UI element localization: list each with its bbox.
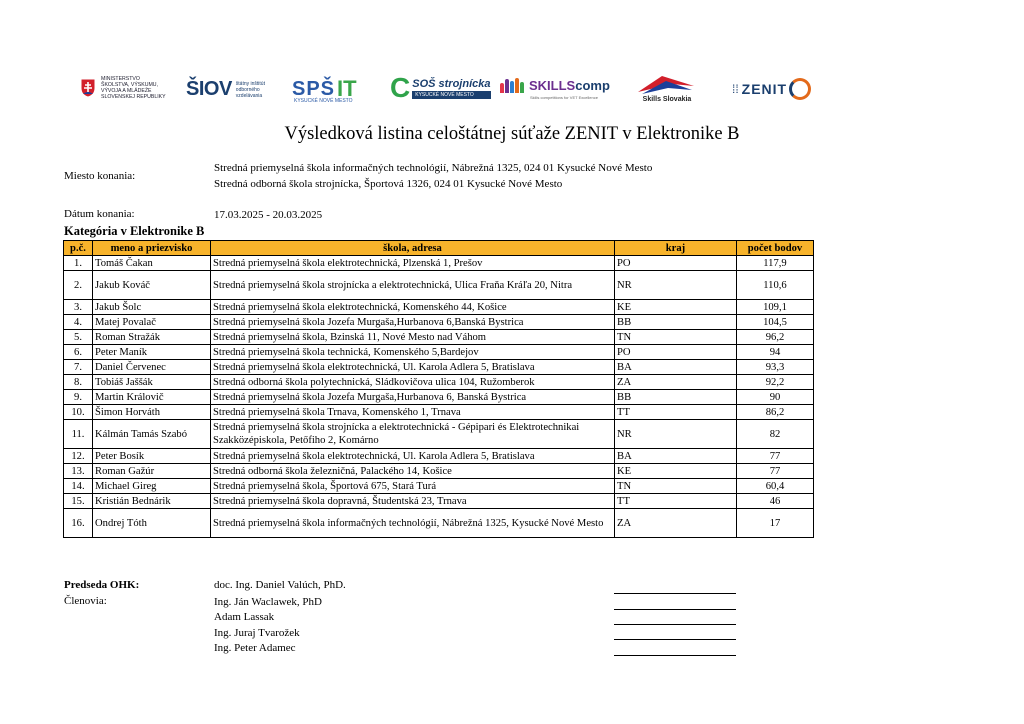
- ministry-line-4: SLOVENSKEJ REPUBLIKY: [101, 94, 166, 100]
- table-row: [64, 449, 814, 464]
- zenit-word: ZENIT: [741, 81, 788, 97]
- cell-region: NR: [615, 420, 737, 449]
- cell-points: 96,2: [737, 330, 814, 345]
- date-label: Dátum konania:: [64, 208, 135, 220]
- comp-word: comp: [575, 78, 610, 93]
- date-value: 17.03.2025 - 20.03.2025: [214, 209, 323, 221]
- members-label: Členovia:: [64, 595, 107, 607]
- sos-c-mark: C: [390, 72, 411, 103]
- cell-points: 92,2: [737, 375, 814, 390]
- header-school: škola, adresa: [211, 241, 615, 256]
- header-region: kraj: [615, 241, 737, 256]
- signature-line: [614, 593, 736, 594]
- cell-region: TN: [615, 330, 737, 345]
- cell-region: PO: [615, 345, 737, 360]
- skills-slovakia-flag-icon: [632, 72, 702, 96]
- circuit-dots-icon: ⁞⁞: [732, 82, 739, 96]
- table-row: [64, 330, 814, 345]
- cell-name: Peter Maník: [93, 345, 211, 360]
- table-row: [64, 509, 814, 538]
- cell-name: Martin Královič: [93, 390, 211, 405]
- logos-strip: [76, 72, 836, 112]
- cell-name: Jakub Kováč: [93, 271, 211, 300]
- ministry-line-2: ŠKOLSTVA, VÝSKUMU,: [101, 82, 158, 88]
- table-row: [64, 271, 814, 300]
- cell-name: Kristián Bednárik: [93, 494, 211, 509]
- slovak-crest-icon: [80, 78, 96, 98]
- cell-points: 104,5: [737, 315, 814, 330]
- table-row: [64, 405, 814, 420]
- cell-region: TT: [615, 405, 737, 420]
- cell-school: Stredná priemyselná škola informačných technológií, Nábrežná 1325, Kysucké Nové Mesto: [211, 509, 615, 538]
- cell-school: Stredná priemyselná škola elektrotechnická, Ul. Karola Adlera 5, Bratislava: [211, 360, 615, 375]
- cell-rank: 7.: [64, 360, 93, 375]
- table-row: [64, 360, 814, 375]
- signature-line: [614, 655, 736, 656]
- category-heading: Kategória v Elektronike B: [64, 224, 205, 238]
- cell-school: Stredná priemyselná škola, Športová 675, Stará Turá: [211, 479, 615, 494]
- cell-school: Stredná odborná škola železničná, Palackého 14, Košice: [211, 464, 615, 479]
- cell-school: Stredná priemyselná škola Trnava, Komenského 1, Trnava: [211, 405, 615, 420]
- it-mark: IT: [337, 76, 357, 101]
- cell-points: 117,9: [737, 256, 814, 271]
- cell-region: PO: [615, 256, 737, 271]
- table-row: [64, 375, 814, 390]
- siov-small-2: odborného: [235, 86, 260, 93]
- cell-region: BB: [615, 315, 737, 330]
- cell-region: ZA: [615, 375, 737, 390]
- people-icon: [500, 78, 525, 93]
- cell-name: Tomáš Čakan: [93, 256, 211, 271]
- sos-subtitle: KYSUCKÉ NOVÉ MESTO: [412, 91, 490, 99]
- results-table: [63, 240, 814, 538]
- cell-region: BA: [615, 449, 737, 464]
- chair-label: Predseda OHK:: [64, 579, 140, 591]
- table-row: [64, 300, 814, 315]
- cell-points: 17: [737, 509, 814, 538]
- cell-school: Stredná priemyselná škola strojnícka a elektrotechnická - Gépipari és Elektrotechnikai Szakközépiskola, Petőfiho 2, Komárno: [211, 420, 615, 449]
- cell-school: Stredná priemyselná škola elektrotechnická, Plzenská 1, Prešov: [211, 256, 615, 271]
- cell-school: Stredná priemyselná škola elektrotechnická, Ul. Karola Adlera 5, Bratislava: [211, 449, 615, 464]
- table-row: [64, 494, 814, 509]
- cell-school: Stredná odborná škola polytechnická, Sládkovičova ulica 104, Ružomberok: [211, 375, 615, 390]
- cell-region: KE: [615, 300, 737, 315]
- cell-rank: 2.: [64, 271, 93, 300]
- cell-region: BA: [615, 360, 737, 375]
- cell-region: ZA: [615, 509, 737, 538]
- cell-points: 82: [737, 420, 814, 449]
- table-row: [64, 345, 814, 360]
- sos-strojnicka-logo: [390, 74, 491, 102]
- cell-school: Stredná priemyselná škola dopravná, Študentská 23, Trnava: [211, 494, 615, 509]
- cell-region: TT: [615, 494, 737, 509]
- cell-name: Ondrej Tóth: [93, 509, 211, 538]
- cell-rank: 16.: [64, 509, 93, 538]
- signature-line: [614, 624, 736, 625]
- cell-school: Stredná priemyselná škola elektrotechnická, Komenského 44, Košice: [211, 300, 615, 315]
- header-rank: p.č.: [64, 241, 93, 256]
- page-title: Výsledková listina celoštátnej súťaže ZENIT v Elektronike B: [284, 124, 740, 144]
- cell-rank: 8.: [64, 375, 93, 390]
- zenit-logo: [732, 78, 811, 100]
- cell-name: Daniel Červenec: [93, 360, 211, 375]
- cell-region: NR: [615, 271, 737, 300]
- venue-label: Miesto konania:: [64, 170, 136, 182]
- venue-line-2: Stredná odborná škola strojnícka, Športová 1326, 024 01 Kysucké Nové Mesto: [214, 178, 563, 190]
- cell-rank: 9.: [64, 390, 93, 405]
- cell-points: 46: [737, 494, 814, 509]
- cell-name: Jakub Šolc: [93, 300, 211, 315]
- cell-name: Michael Gireg: [93, 479, 211, 494]
- skillscomp-logo: [500, 78, 610, 100]
- cell-points: 90: [737, 390, 814, 405]
- cell-points: 109,1: [737, 300, 814, 315]
- cell-school: Stredná priemyselná škola Jozefa Murgaša,Hurbanova 6, Banská Bystrica: [211, 390, 615, 405]
- cell-points: 60,4: [737, 479, 814, 494]
- chair-name: doc. Ing. Daniel Valúch, PhD.: [214, 579, 346, 591]
- table-row: [64, 420, 814, 449]
- cell-points: 94: [737, 345, 814, 360]
- zenit-ring-icon: [789, 78, 811, 100]
- skills-word: SKILLS: [529, 78, 576, 93]
- cell-school: Stredná priemyselná škola, Bzinská 11, Nové Mesto nad Váhom: [211, 330, 615, 345]
- table-row: [64, 390, 814, 405]
- member-1: Ing. Ján Waclawek, PhD: [214, 596, 322, 608]
- table-header-row: [64, 241, 814, 256]
- cell-rank: 12.: [64, 449, 93, 464]
- sos-title: SOŠ strojnícka: [412, 77, 491, 90]
- sps-it-logo: [292, 76, 357, 102]
- venue-line-1: Stredná priemyselná škola informačných technológií, Nábrežná 1325, 024 01 Kysucké Nové Mesto: [214, 162, 653, 174]
- cell-school: Stredná priemyselná škola Jozefa Murgaša,Hurbanova 6,Banská Bystrica: [211, 315, 615, 330]
- cell-points: 77: [737, 449, 814, 464]
- cell-name: Matej Povalač: [93, 315, 211, 330]
- siov-small-3: vzdelávania: [235, 92, 263, 99]
- cell-name: Roman Gažúr: [93, 464, 211, 479]
- cell-rank: 11.: [64, 420, 93, 449]
- cell-name: Peter Bosík: [93, 449, 211, 464]
- skills-slovakia-logo: [632, 72, 702, 108]
- siov-mark: ŠIOV: [186, 78, 232, 100]
- cell-rank: 15.: [64, 494, 93, 509]
- cell-points: 86,2: [737, 405, 814, 420]
- cell-name: Šimon Horváth: [93, 405, 211, 420]
- header-points: počet bodov: [737, 241, 814, 256]
- signature-line: [614, 609, 736, 610]
- cell-rank: 1.: [64, 256, 93, 271]
- ministry-line-1: MINISTERSTVO: [101, 76, 140, 82]
- table-row: [64, 479, 814, 494]
- cell-region: TN: [615, 479, 737, 494]
- table-row: [64, 315, 814, 330]
- cell-name: Tobiáš Jaššák: [93, 375, 211, 390]
- cell-rank: 3.: [64, 300, 93, 315]
- skills-slovakia-label: Skills Slovakia: [642, 96, 692, 103]
- table-row: [64, 464, 814, 479]
- cell-points: 77: [737, 464, 814, 479]
- cell-points: 93,3: [737, 360, 814, 375]
- cell-region: BB: [615, 390, 737, 405]
- ministry-logo: [80, 76, 180, 100]
- cell-school: Stredná priemyselná škola technická, Komenského 5,Bardejov: [211, 345, 615, 360]
- cell-region: KE: [615, 464, 737, 479]
- cell-rank: 4.: [64, 315, 93, 330]
- cell-name: Roman Stražák: [93, 330, 211, 345]
- cell-name: Kálmán Tamás Szabó: [93, 420, 211, 449]
- sps-subtitle: KYSUCKÉ NOVÉ MESTO: [294, 98, 353, 104]
- cell-rank: 13.: [64, 464, 93, 479]
- sps-mark: SPŠ: [292, 77, 336, 100]
- cell-rank: 14.: [64, 479, 93, 494]
- header-name: meno a priezvisko: [93, 241, 211, 256]
- skills-tagline: Skills competitions for VET Excellence: [530, 95, 598, 100]
- member-2: Adam Lassak: [214, 611, 275, 623]
- cell-rank: 5.: [64, 330, 93, 345]
- siov-small-1: štátny inštitút: [235, 80, 265, 87]
- cell-rank: 10.: [64, 405, 93, 420]
- member-4: Ing. Peter Adamec: [214, 642, 296, 654]
- cell-school: Stredná priemyselná škola strojnícka a elektrotechnická, Ulica Fraňa Kráľa 20, Nitra: [211, 271, 615, 300]
- member-3: Ing. Juraj Tvarožek: [214, 627, 300, 639]
- table-row: [64, 256, 814, 271]
- siov-logo: [186, 78, 265, 101]
- ministry-line-3: VÝVOJA A MLÁDEŽE: [101, 88, 152, 94]
- cell-rank: 6.: [64, 345, 93, 360]
- signature-line: [614, 639, 736, 640]
- cell-points: 110,6: [737, 271, 814, 300]
